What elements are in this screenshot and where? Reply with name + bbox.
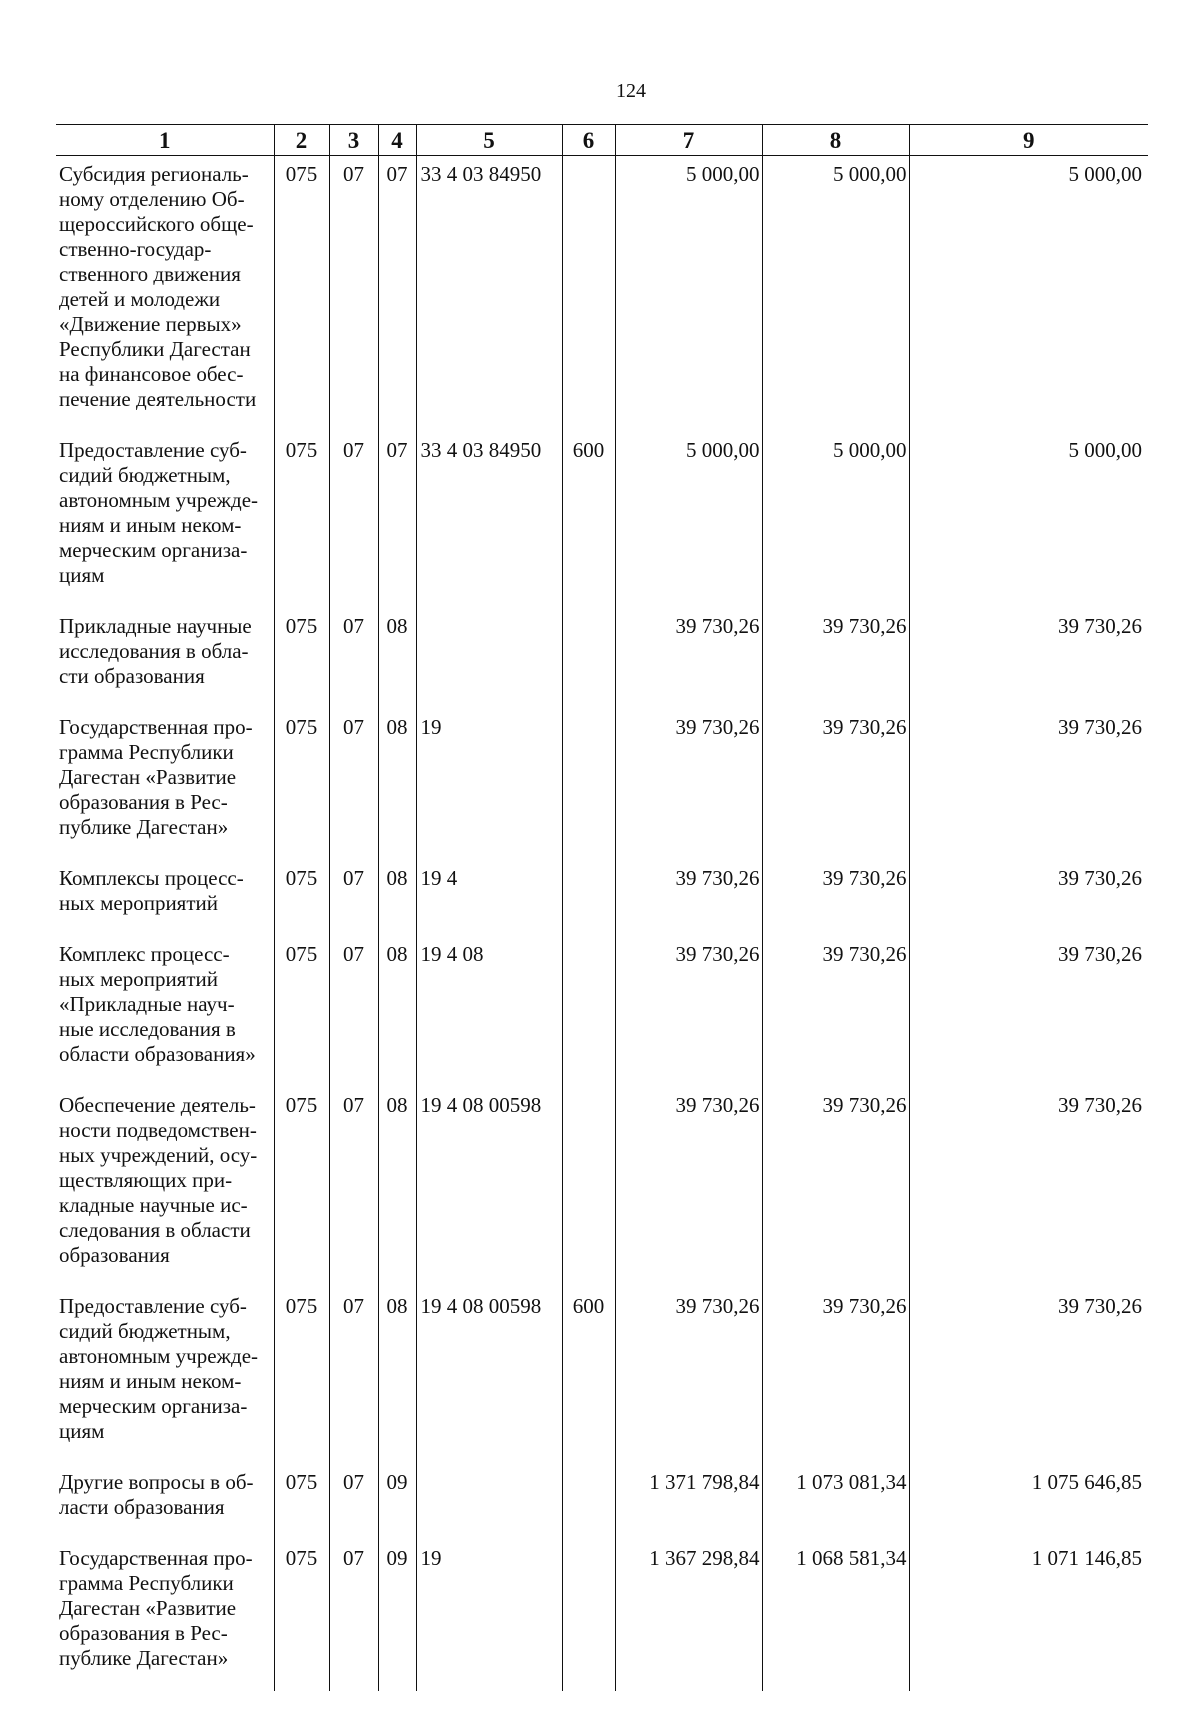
- table-row: [56, 709, 1148, 860]
- section-cell: 07: [329, 1540, 378, 1691]
- table-row: [56, 1288, 1148, 1464]
- amount-cell: 39 730,26: [615, 1087, 762, 1288]
- row-name-cell: Субсидия региональ- ному отделению Об- щероссийского обще- ственно-государ- ственного движения детей и молодежи «Движение первых» Республики Дагестан на финансовое обес- печение деятельности: [59, 162, 257, 411]
- target-article-cell: 19 4 08 00598: [416, 1288, 562, 1464]
- section-cell: 07: [329, 1288, 378, 1464]
- subsection-cell: 08: [378, 1288, 416, 1464]
- code-cell: 075: [274, 1288, 329, 1464]
- amount-cell: 39 730,26: [909, 608, 1148, 709]
- expense-type-cell: [562, 936, 615, 1087]
- subsection-cell: 09: [378, 1464, 416, 1540]
- table-row: [56, 936, 1148, 1087]
- table-body: [56, 156, 1148, 1692]
- amount-cell: 5 000,00: [762, 156, 909, 433]
- code-cell: 075: [274, 608, 329, 709]
- table-row: [56, 432, 1148, 608]
- subsection-cell: 08: [378, 860, 416, 936]
- column-header: 5: [416, 125, 562, 156]
- expense-type-cell: [562, 156, 615, 433]
- amount-cell: 39 730,26: [909, 1288, 1148, 1464]
- subsection-cell: 08: [378, 936, 416, 1087]
- subsection-cell: 08: [378, 709, 416, 860]
- amount-cell: 39 730,26: [762, 936, 909, 1087]
- table-row: [56, 1464, 1148, 1540]
- section-cell: 07: [329, 1087, 378, 1288]
- amount-cell: 5 000,00: [762, 432, 909, 608]
- amount-cell: 39 730,26: [762, 1087, 909, 1288]
- code-cell: 075: [274, 1540, 329, 1691]
- expense-type-cell: [562, 860, 615, 936]
- table-row: [56, 608, 1148, 709]
- section-cell: 07: [329, 936, 378, 1087]
- expense-type-cell: [562, 709, 615, 860]
- amount-cell: 1 071 146,85: [909, 1540, 1148, 1691]
- code-cell: 075: [274, 1464, 329, 1540]
- target-article-cell: [416, 1464, 562, 1540]
- target-article-cell: [416, 608, 562, 709]
- table-row: [56, 1087, 1148, 1288]
- code-cell: 075: [274, 432, 329, 608]
- column-header: 6: [562, 125, 615, 156]
- amount-cell: 39 730,26: [762, 608, 909, 709]
- table-row: [56, 1540, 1148, 1691]
- target-article-cell: 19: [416, 709, 562, 860]
- row-name-cell: Комплексы процесс- ных мероприятий: [59, 866, 244, 915]
- amount-cell: 5 000,00: [909, 432, 1148, 608]
- subsection-cell: 08: [378, 608, 416, 709]
- target-article-cell: 33 4 03 84950: [416, 156, 562, 433]
- expense-type-cell: 600: [562, 1288, 615, 1464]
- column-header: 4: [378, 125, 416, 156]
- section-cell: 07: [329, 709, 378, 860]
- amount-cell: 39 730,26: [909, 709, 1148, 860]
- column-header: 7: [615, 125, 762, 156]
- amount-cell: 39 730,26: [615, 1288, 762, 1464]
- page-number: 124: [616, 80, 646, 102]
- row-name-cell: Государственная про- грамма Республики Дагестан «Развитие образования в Рес- публике Дагестан»: [59, 1546, 253, 1670]
- amount-cell: 39 730,26: [909, 860, 1148, 936]
- amount-cell: 1 073 081,34: [762, 1464, 909, 1540]
- column-header: 8: [762, 125, 909, 156]
- expense-type-cell: 600: [562, 432, 615, 608]
- row-name-cell: Предоставление суб- сидий бюджетным, автономным учрежде- ниям и иным неком- мерческим организа- циям: [59, 1294, 259, 1443]
- column-header: 2: [274, 125, 329, 156]
- header-row: [56, 125, 1148, 156]
- code-cell: 075: [274, 156, 329, 433]
- amount-cell: 39 730,26: [615, 608, 762, 709]
- row-name-cell: Предоставление суб- сидий бюджетным, автономным учрежде- ниям и иным неком- мерческим организа- циям: [59, 438, 259, 587]
- amount-cell: 1 068 581,34: [762, 1540, 909, 1691]
- amount-cell: 5 000,00: [615, 432, 762, 608]
- table-row: [56, 156, 1148, 433]
- amount-cell: 39 730,26: [909, 936, 1148, 1087]
- expense-type-cell: [562, 1540, 615, 1691]
- section-cell: 07: [329, 432, 378, 608]
- row-name-cell: Обеспечение деятель- ности подведомствен- ных учреждений, осу- ществляющих при- кладные научные ис- следования в области образования: [59, 1093, 258, 1267]
- amount-cell: 5 000,00: [909, 156, 1148, 433]
- code-cell: 075: [274, 709, 329, 860]
- column-header: 1: [56, 125, 274, 156]
- target-article-cell: 19 4 08: [416, 936, 562, 1087]
- amount-cell: 39 730,26: [762, 1288, 909, 1464]
- code-cell: 075: [274, 936, 329, 1087]
- expense-type-cell: [562, 1087, 615, 1288]
- amount-cell: 39 730,26: [615, 860, 762, 936]
- row-name-cell: Комплекс процесс- ных мероприятий «Прикладные науч- ные исследования в области образования»: [59, 942, 256, 1066]
- target-article-cell: 19: [416, 1540, 562, 1691]
- amount-cell: 39 730,26: [615, 936, 762, 1087]
- budget-table: [56, 124, 1148, 1691]
- row-name-cell: Государственная про- грамма Республики Дагестан «Развитие образования в Рес- публике Дагестан»: [59, 715, 253, 839]
- amount-cell: 1 075 646,85: [909, 1464, 1148, 1540]
- column-header: 9: [909, 125, 1148, 156]
- amount-cell: 1 367 298,84: [615, 1540, 762, 1691]
- row-name-cell: Прикладные научные исследования в обла- сти образования: [59, 614, 252, 688]
- amount-cell: 1 371 798,84: [615, 1464, 762, 1540]
- section-cell: 07: [329, 860, 378, 936]
- target-article-cell: 33 4 03 84950: [416, 432, 562, 608]
- section-cell: 07: [329, 156, 378, 433]
- expense-type-cell: [562, 608, 615, 709]
- table-row: [56, 860, 1148, 936]
- subsection-cell: 07: [378, 432, 416, 608]
- target-article-cell: 19 4 08 00598: [416, 1087, 562, 1288]
- column-header: 3: [329, 125, 378, 156]
- section-cell: 07: [329, 608, 378, 709]
- amount-cell: 5 000,00: [615, 156, 762, 433]
- section-cell: 07: [329, 1464, 378, 1540]
- subsection-cell: 09: [378, 1540, 416, 1691]
- amount-cell: 39 730,26: [762, 709, 909, 860]
- code-cell: 075: [274, 860, 329, 936]
- amount-cell: 39 730,26: [615, 709, 762, 860]
- code-cell: 075: [274, 1087, 329, 1288]
- target-article-cell: 19 4: [416, 860, 562, 936]
- amount-cell: 39 730,26: [762, 860, 909, 936]
- row-name-cell: Другие вопросы в об- ласти образования: [59, 1470, 254, 1519]
- amount-cell: 39 730,26: [909, 1087, 1148, 1288]
- expense-type-cell: [562, 1464, 615, 1540]
- subsection-cell: 07: [378, 156, 416, 433]
- subsection-cell: 08: [378, 1087, 416, 1288]
